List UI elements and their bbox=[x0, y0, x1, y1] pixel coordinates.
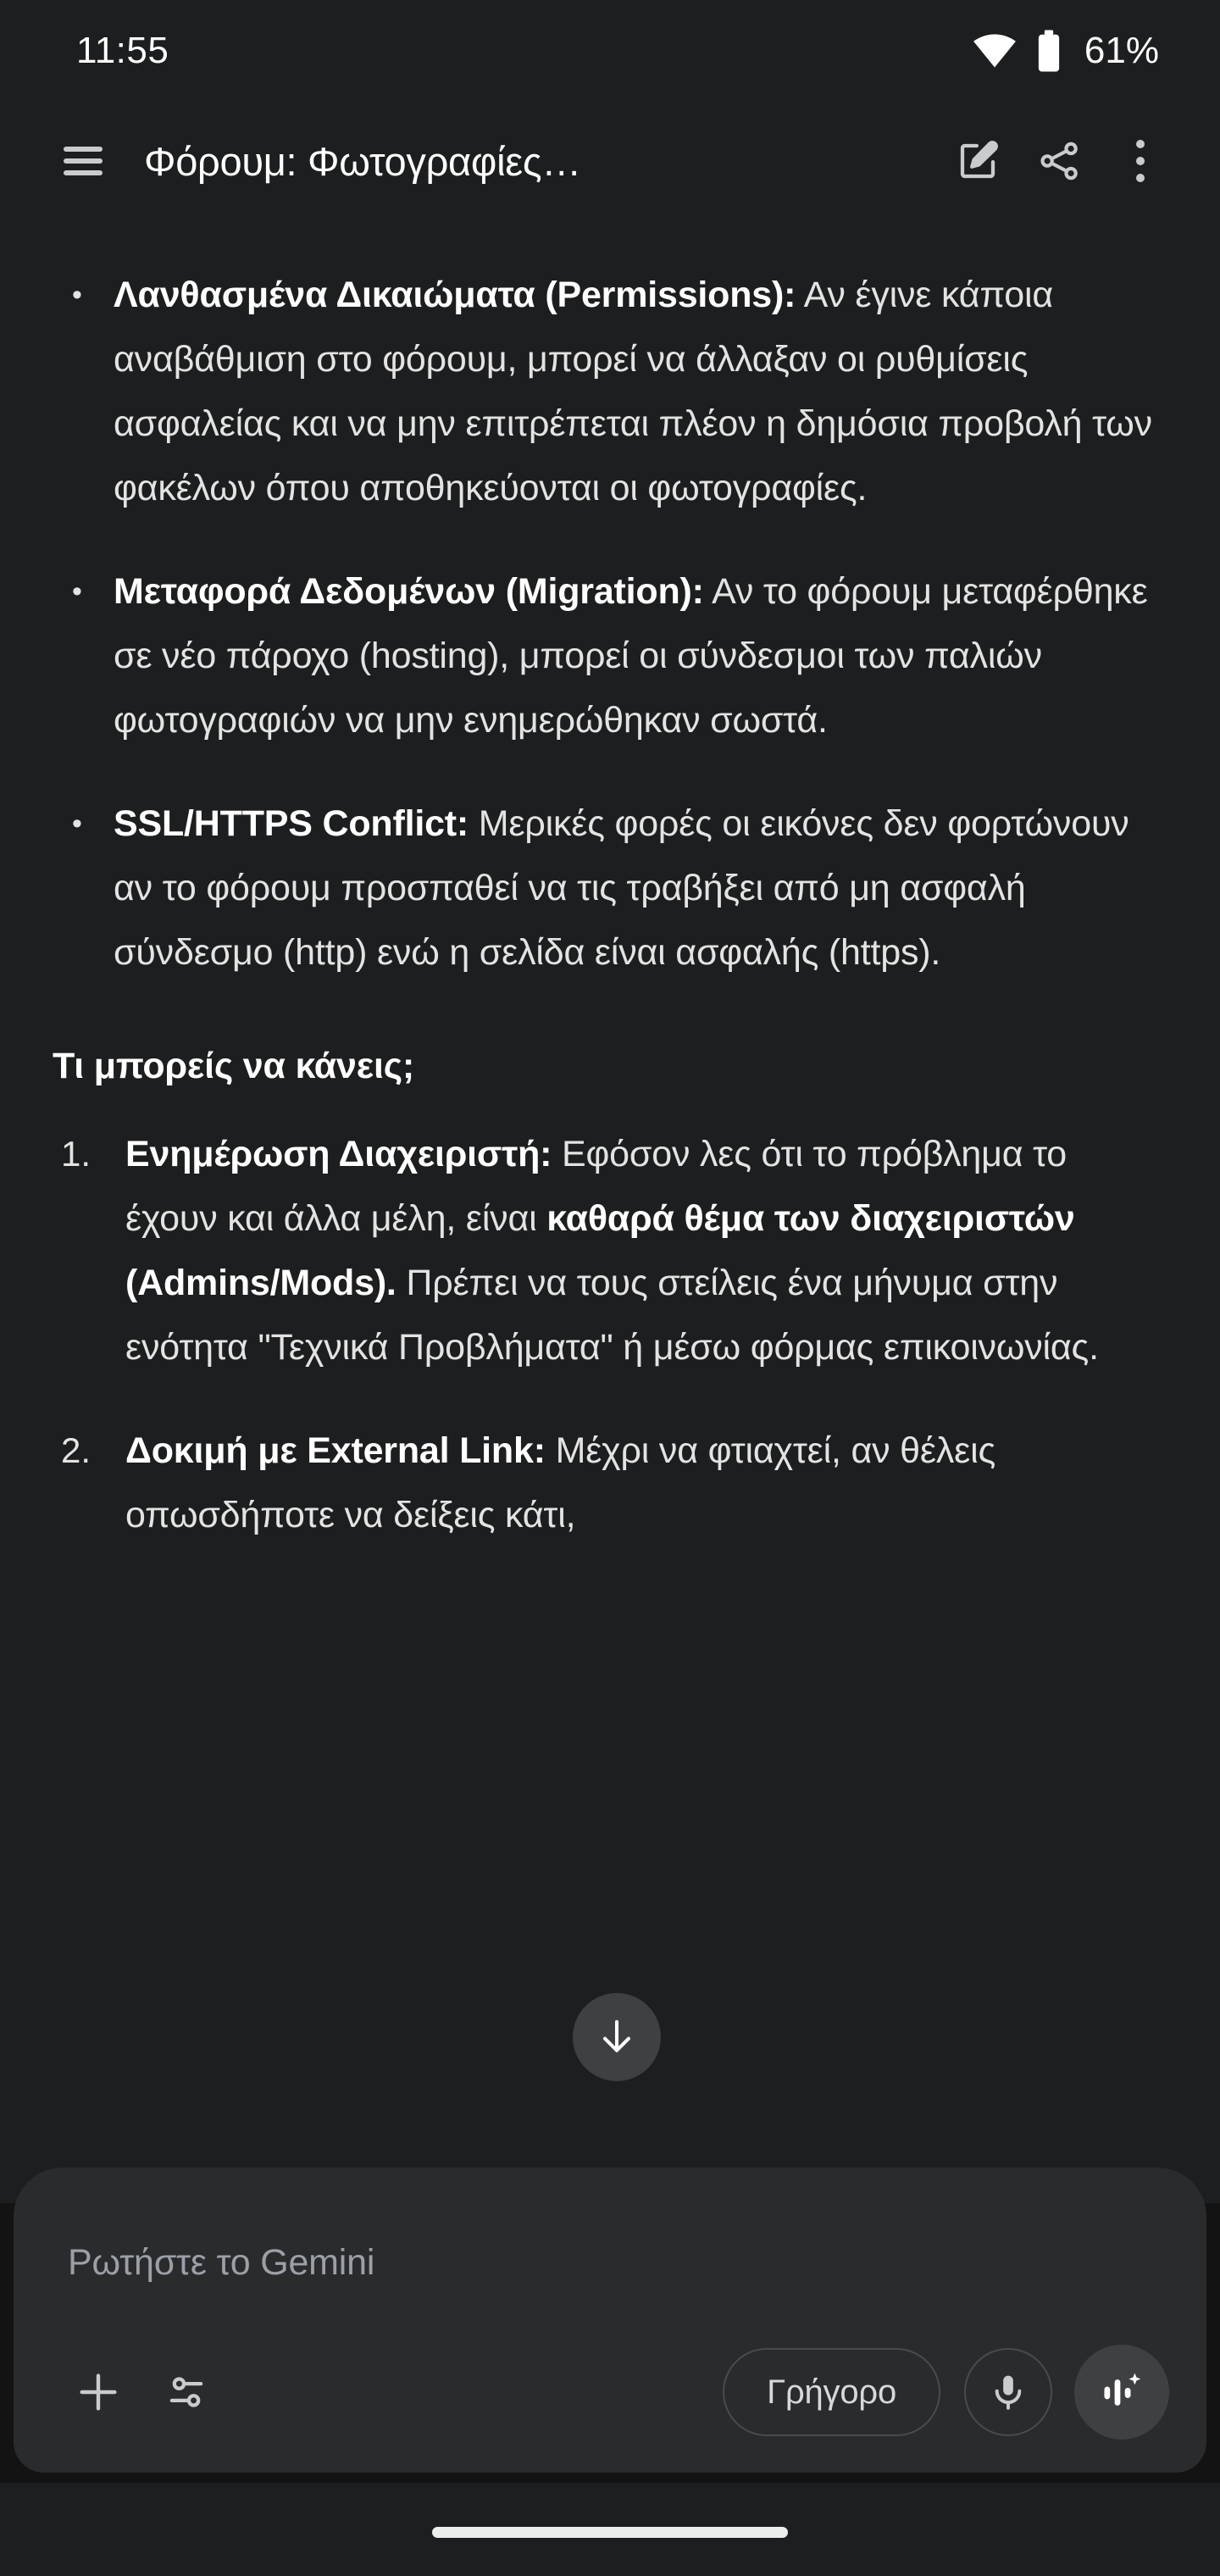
list-item-text bbox=[114, 559, 1167, 752]
add-attachment-button[interactable] bbox=[54, 2348, 142, 2436]
compose-new-chat-icon bbox=[955, 138, 1001, 184]
list-item-lead: Ενημέρωση Διαχειριστή: bbox=[125, 1134, 552, 1174]
list-item-text bbox=[125, 1122, 1167, 1380]
bullet-marker: • bbox=[72, 575, 82, 608]
battery-icon bbox=[1035, 29, 1062, 73]
tune-sliders-icon bbox=[164, 2369, 209, 2415]
list-item-lead: Λανθασμένα Δικαιώματα (Permissions): bbox=[114, 275, 796, 315]
composer-panel bbox=[14, 2168, 1206, 2473]
list-item-lead: SSL/HTTPS Conflict: bbox=[114, 803, 469, 844]
list-item-number: 1. bbox=[61, 1134, 92, 1174]
arrow-down-icon bbox=[594, 2014, 640, 2060]
bullet-marker: • bbox=[72, 808, 82, 840]
list-item-emphasis: καθαρά θέμα των διαχειριστών (Admins/Mods). bbox=[125, 1198, 1075, 1303]
list-item-body: Μερικές φορές οι εικόνες δεν φορτώνουν αν το φόρουμ προσπαθεί να τις τραβήξει από μη ασφαλή σύνδεσμο (http) ενώ η σελίδα είναι ασφαλής (https). bbox=[114, 803, 1129, 973]
more-options-button[interactable] bbox=[1100, 120, 1181, 202]
prompt-input[interactable]: Ρωτήστε το Gemini bbox=[68, 2242, 375, 2283]
list-item-body-2: Πρέπει να τους στείλεις ένα μήνυμα στην ενότητα "Τεχνικά Προβλήματα" ή μέσω φόρμας επικοινωνίας. bbox=[125, 1263, 1099, 1368]
list-item bbox=[53, 1122, 1167, 1380]
scroll-to-bottom-button[interactable] bbox=[573, 1993, 661, 2081]
conversation-scroll-area[interactable] bbox=[0, 220, 1220, 2203]
battery-percent: 61% bbox=[1084, 30, 1159, 71]
composer-action-row bbox=[14, 2312, 1206, 2473]
status-bar bbox=[0, 0, 1220, 102]
microphone-icon bbox=[987, 2371, 1029, 2413]
home-indicator[interactable] bbox=[432, 2527, 788, 2538]
list-item-body-1: Μέχρι να φτιαχτεί, αν θέλεις οπωσδήποτε να δείξεις κάτι, bbox=[125, 1430, 995, 1535]
status-time: 11:55 bbox=[76, 30, 169, 71]
share-icon bbox=[1037, 139, 1081, 183]
list-item bbox=[53, 263, 1167, 520]
section-heading: Τι μπορείς να κάνεις; bbox=[53, 1046, 414, 1086]
list-item-lead: Δοκιμή με External Link: bbox=[125, 1430, 546, 1471]
hamburger-menu-button[interactable] bbox=[42, 120, 124, 202]
bullet-marker: • bbox=[72, 279, 82, 311]
list-item-body: Αν έγινε κάποια αναβάθμιση στο φόρουμ, μπορεί να άλλαξαν οι ρυθμίσεις ασφαλείας και να μην επιτρέπεται πλέον η δημόσια προβολή των φακέλων όπου αποθηκεύονται οι φωτογραφίες. bbox=[114, 275, 1152, 508]
share-button[interactable] bbox=[1018, 120, 1100, 202]
list-item bbox=[53, 1418, 1167, 1547]
more-options-icon bbox=[1136, 140, 1145, 182]
gemini-live-button[interactable] bbox=[1074, 2345, 1169, 2440]
list-item bbox=[53, 559, 1167, 752]
hamburger-menu-icon bbox=[64, 147, 103, 175]
plus-icon bbox=[72, 2366, 125, 2418]
gemini-live-waveform-icon bbox=[1098, 2368, 1145, 2416]
list-item-text bbox=[114, 263, 1167, 520]
list-item-body: Αν το φόρουμ μεταφέρθηκε σε νέο πάροχο (hosting), μπορεί οι σύνδεσμοι των παλιών φωτογραφιών να μην ενημερώθηκαν σωστά. bbox=[114, 571, 1148, 741]
list-item-lead: Μεταφορά Δεδομένων (Migration): bbox=[114, 571, 704, 612]
quick-mode-button[interactable]: Γρήγορο bbox=[723, 2348, 940, 2436]
tools-button[interactable] bbox=[142, 2348, 230, 2436]
status-indicators bbox=[973, 29, 1159, 73]
voice-input-button[interactable] bbox=[964, 2348, 1052, 2436]
list-item-text bbox=[114, 791, 1167, 985]
app-bar bbox=[0, 102, 1220, 220]
list-item bbox=[53, 791, 1167, 985]
assistant-message-body bbox=[53, 263, 1167, 1547]
list-item-body-1: Εφόσον λες ότι το πρόβλημα το έχουν και άλλα μέλη, είναι bbox=[125, 1134, 1068, 1239]
list-item-text bbox=[125, 1418, 1167, 1547]
system-navigation-bar bbox=[0, 2483, 1220, 2576]
page-title: Φόρουμ: Φωτογραφίες… bbox=[144, 138, 581, 184]
wifi-icon bbox=[973, 29, 1017, 73]
compose-new-chat-button[interactable] bbox=[937, 120, 1018, 202]
list-item-number: 2. bbox=[61, 1430, 92, 1470]
